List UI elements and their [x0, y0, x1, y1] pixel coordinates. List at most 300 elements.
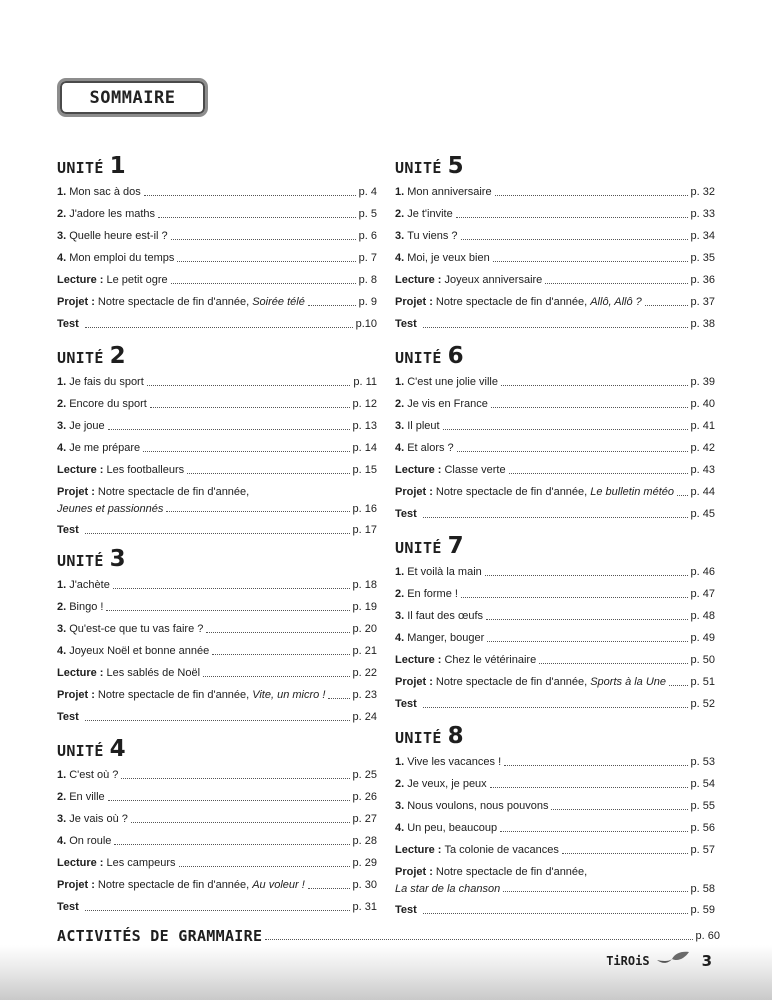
leader-dots — [562, 841, 688, 854]
toc-entry[interactable] — [395, 693, 715, 715]
entry-page: p. 6 — [358, 230, 377, 242]
entry-page: p. 17 — [352, 524, 377, 536]
entry-page: p. 7 — [358, 252, 377, 264]
entry-label: Projet : — [395, 866, 433, 878]
leader-dots — [85, 315, 353, 328]
entry-page: p. 44 — [690, 486, 715, 498]
entry-number: 4. — [57, 442, 67, 454]
leader-dots — [485, 563, 688, 576]
toc-entry[interactable] — [57, 808, 377, 830]
entry-number: 4. — [395, 252, 405, 264]
entry-text: Et alors ? — [407, 442, 454, 454]
toc-entry[interactable] — [57, 764, 377, 786]
entry-page: p. 9 — [358, 296, 377, 308]
entry-page: p. 46 — [690, 566, 715, 578]
leader-dots — [677, 483, 688, 496]
entry-label: Lecture : — [57, 857, 104, 869]
entry-page: p. 45 — [690, 508, 715, 520]
toc-entry[interactable] — [57, 459, 377, 481]
unit-section — [57, 733, 377, 918]
entry-label: Test — [395, 508, 417, 520]
leader-dots — [457, 439, 688, 452]
unit-section — [57, 543, 377, 728]
leader-dots — [456, 205, 688, 218]
toc-entry[interactable] — [57, 574, 377, 596]
toc-entry[interactable] — [57, 269, 377, 291]
toc-entry[interactable] — [57, 852, 377, 874]
entry-page: p. 54 — [690, 778, 715, 790]
toc-entry[interactable] — [395, 605, 715, 627]
entry-text: Notre spectacle de fin d'année, — [97, 296, 250, 308]
entry-page: p. 22 — [352, 667, 377, 679]
toc-entry[interactable] — [395, 627, 715, 649]
entry-number: 1. — [395, 376, 405, 388]
unit-number: 3 — [109, 546, 126, 572]
leader-dots — [85, 898, 350, 911]
leader-dots — [490, 775, 688, 788]
entry-number: 2. — [57, 208, 67, 220]
leader-dots — [179, 854, 350, 867]
entry-label: Projet : — [395, 676, 433, 688]
entry-text: Le petit ogre — [106, 274, 168, 286]
entry-page: p. 51 — [690, 676, 715, 688]
unit-heading — [395, 530, 715, 558]
entry-number: 4. — [57, 645, 67, 657]
toc-entry[interactable] — [395, 313, 715, 335]
entry-page: p. 29 — [352, 857, 377, 869]
entry-number: 4. — [57, 252, 67, 264]
entry-text: Notre spectacle de fin d'année, — [435, 676, 588, 688]
toc-entry[interactable] — [57, 519, 377, 541]
entry-number: 3. — [57, 813, 67, 825]
toc-entry[interactable] — [395, 839, 715, 861]
entry-text: Je vis en France — [407, 398, 488, 410]
toc-entry[interactable] — [395, 459, 715, 481]
entry-page: p. 14 — [352, 442, 377, 454]
entry-number: 2. — [395, 778, 405, 790]
unit-word: UNITÉ — [395, 539, 442, 557]
entry-text: Notre spectacle de fin d'année, — [97, 879, 250, 891]
leader-dots — [308, 876, 350, 889]
grammar-title: ACTIVITÉS DE GRAMMAIRE — [57, 927, 263, 945]
leader-dots — [545, 271, 687, 284]
toc-entry[interactable] — [395, 583, 715, 605]
entry-page: p. 57 — [690, 844, 715, 856]
entry-page: p. 11 — [353, 376, 377, 388]
leader-dots — [423, 695, 688, 708]
entry-page: p. 20 — [352, 623, 377, 635]
toc-entry[interactable] — [57, 640, 377, 662]
toc-entry[interactable] — [57, 896, 377, 918]
toc-entry[interactable] — [57, 830, 377, 852]
entry-text: Les sablés de Noël — [106, 667, 201, 679]
unit-section — [395, 340, 715, 525]
unit-word: UNITÉ — [57, 349, 104, 367]
toc-entry[interactable] — [395, 817, 715, 839]
entry-text: Qu'est-ce que tu vas faire ? — [69, 623, 204, 635]
leader-dots — [551, 797, 687, 810]
entry-label: Lecture : — [395, 274, 442, 286]
unit-number: 7 — [447, 533, 464, 559]
entry-text: Mon sac à dos — [69, 186, 141, 198]
leader-dots — [113, 576, 350, 589]
entry-text: Quelle heure est-il ? — [69, 230, 168, 242]
leader-dots — [166, 499, 349, 512]
entry-number: 2. — [395, 398, 405, 410]
leaf-icon — [656, 950, 690, 971]
leader-dots — [503, 879, 687, 892]
entry-text: Notre spectacle de fin d'année, — [97, 689, 250, 701]
entry-page: p. 40 — [690, 398, 715, 410]
toc-entry[interactable] — [57, 618, 377, 640]
leader-dots — [85, 521, 350, 534]
entry-page: p. 49 — [690, 632, 715, 644]
entry-page: p. 25 — [352, 769, 377, 781]
entry-text: Encore du sport — [69, 398, 147, 410]
entry-label: Lecture : — [395, 844, 442, 856]
toc-entry[interactable] — [57, 786, 377, 808]
entry-page: p. 15 — [352, 464, 377, 476]
entry-label: Lecture : — [395, 654, 442, 666]
leader-dots — [131, 810, 350, 823]
entry-text: C'est où ? — [69, 769, 119, 781]
entry-page: p. 13 — [352, 420, 377, 432]
grammar-entry[interactable] — [57, 925, 720, 947]
entry-page: p. 52 — [690, 698, 715, 710]
toc-entry[interactable] — [57, 393, 377, 415]
entry-text: Je vais où ? — [69, 813, 128, 825]
toc-entry[interactable] — [395, 773, 715, 795]
toc-entry[interactable] — [395, 225, 715, 247]
toc-entry[interactable] — [395, 203, 715, 225]
toc-entry[interactable] — [57, 684, 377, 706]
leader-dots — [501, 373, 688, 386]
unit-heading — [57, 150, 377, 178]
unit-word: UNITÉ — [395, 349, 442, 367]
entry-italic-title: Allô, Allô ? — [590, 296, 642, 308]
entry-number: 1. — [57, 579, 67, 591]
entry-label: Lecture : — [57, 274, 104, 286]
entry-text: Notre spectacle de fin d'année, — [435, 486, 588, 498]
entry-page: p. 8 — [358, 274, 377, 286]
footer-brand: TiROiS — [606, 953, 650, 968]
toc-entry[interactable] — [57, 437, 377, 459]
toc-entry[interactable] — [395, 437, 715, 459]
entry-page: p. 53 — [690, 756, 715, 768]
unit-number: 8 — [447, 723, 464, 749]
leader-dots — [423, 505, 688, 518]
entry-text: Notre spectacle de fin d'année, — [435, 296, 588, 308]
unit-heading — [57, 733, 377, 761]
entry-label: Test — [57, 711, 79, 723]
leader-dots — [158, 205, 356, 218]
entry-label: Test — [57, 901, 79, 913]
entry-text: Mon emploi du temps — [69, 252, 175, 264]
page-title: SOMMAIRE — [89, 87, 176, 108]
entry-page: p. 12 — [352, 398, 377, 410]
entry-label: Test — [395, 318, 417, 330]
entry-label: Projet : — [57, 879, 95, 891]
entry-italic-title: Soirée télé — [252, 296, 305, 308]
entry-text: Je fais du sport — [69, 376, 144, 388]
entry-italic-title: Jeunes et passionnés — [57, 502, 164, 515]
toc-entry[interactable] — [395, 247, 715, 269]
entry-number: 1. — [57, 376, 67, 388]
entry-number: 4. — [57, 835, 67, 847]
entry-page: p. 18 — [352, 579, 377, 591]
entry-page: p. 21 — [352, 645, 377, 657]
toc-entry[interactable] — [395, 671, 715, 693]
leader-dots — [504, 753, 687, 766]
entry-label: Projet : — [57, 296, 95, 308]
entry-text: Les footballeurs — [106, 464, 185, 476]
entry-italic-title: Vite, un micro ! — [252, 689, 326, 701]
entry-label: Lecture : — [57, 464, 104, 476]
leader-dots — [108, 417, 350, 430]
unit-section — [395, 530, 715, 715]
leader-dots — [144, 183, 356, 196]
entry-page: p. 26 — [352, 791, 377, 803]
entry-text: Un peu, beaucoup — [407, 822, 498, 834]
entry-text: En ville — [69, 791, 105, 803]
entry-label: Test — [395, 904, 417, 916]
unit-number: 2 — [109, 343, 126, 369]
entry-text: Mon anniversaire — [407, 186, 492, 198]
leader-dots — [171, 227, 356, 240]
entry-text: C'est une jolie ville — [407, 376, 498, 388]
entry-page: p. 39 — [690, 376, 715, 388]
toc-entry[interactable] — [57, 481, 377, 519]
toc-entry[interactable] — [395, 393, 715, 415]
entry-text: On roule — [69, 835, 112, 847]
toc-entry[interactable] — [57, 662, 377, 684]
entry-number: 1. — [57, 186, 67, 198]
entry-label: Test — [395, 698, 417, 710]
leader-dots — [121, 766, 349, 779]
unit-heading — [395, 150, 715, 178]
toc-entry[interactable] — [57, 313, 377, 335]
leader-dots — [308, 293, 356, 306]
entry-page: p. 33 — [690, 208, 715, 220]
entry-text: Joyeux Noël et bonne année — [69, 645, 210, 657]
toc-entry[interactable] — [395, 751, 715, 773]
leader-dots — [486, 607, 688, 620]
leader-dots — [143, 439, 349, 452]
unit-section — [395, 150, 715, 335]
entry-text: Nous voulons, nous pouvons — [407, 800, 549, 812]
leader-dots — [443, 417, 688, 430]
unit-word: UNITÉ — [395, 729, 442, 747]
leader-dots — [171, 271, 356, 284]
toc-entry[interactable] — [57, 596, 377, 618]
entry-page: p. 31 — [352, 901, 377, 913]
entry-label: Test — [57, 524, 79, 536]
unit-heading — [57, 340, 377, 368]
toc-entry[interactable] — [395, 481, 715, 503]
leader-dots — [669, 673, 687, 686]
entry-page: p. 35 — [690, 252, 715, 264]
leader-dots — [108, 788, 350, 801]
toc-entry[interactable] — [395, 861, 715, 899]
entry-text: Je t'invite — [407, 208, 453, 220]
entry-page: p. 23 — [352, 689, 377, 701]
sommaire-title-box — [57, 78, 208, 117]
toc-entry[interactable] — [395, 269, 715, 291]
footer — [606, 950, 712, 971]
leader-dots — [539, 651, 687, 664]
leader-dots — [212, 642, 349, 655]
entry-page: p. 4 — [358, 186, 377, 198]
entry-text: Notre spectacle de fin d'année, — [435, 866, 588, 878]
unit-section — [57, 340, 377, 541]
leader-dots — [177, 249, 355, 262]
unit-section — [395, 720, 715, 921]
entry-italic-title: Le bulletin météo — [590, 486, 674, 498]
unit-number: 4 — [109, 736, 126, 762]
leader-dots — [147, 373, 351, 386]
leader-dots — [461, 227, 688, 240]
entry-page: p. 34 — [690, 230, 715, 242]
toc-entry[interactable] — [395, 795, 715, 817]
toc-entry[interactable] — [395, 371, 715, 393]
entry-page: p. 37 — [690, 296, 715, 308]
entry-page: p. 50 — [690, 654, 715, 666]
leader-dots — [114, 832, 349, 845]
entry-text: Manger, bouger — [407, 632, 485, 644]
entry-number: 2. — [57, 601, 67, 613]
toc-entry[interactable] — [395, 291, 715, 313]
entry-text: Je joue — [69, 420, 105, 432]
toc-entry[interactable] — [57, 247, 377, 269]
entry-text: En forme ! — [407, 588, 458, 600]
entry-page: p. 41 — [690, 420, 715, 432]
entry-page: p. 48 — [690, 610, 715, 622]
entry-number: 4. — [395, 442, 405, 454]
entry-text: Classe verte — [444, 464, 506, 476]
entry-text: Il faut des œufs — [407, 610, 483, 622]
entry-page: p. 43 — [690, 464, 715, 476]
entry-text: J'adore les maths — [69, 208, 156, 220]
entry-page: p. 56 — [690, 822, 715, 834]
unit-word: UNITÉ — [57, 552, 104, 570]
entry-page: p.10 — [355, 318, 377, 330]
entry-label: Projet : — [57, 486, 95, 498]
entry-number: 1. — [395, 566, 405, 578]
leader-dots — [645, 293, 688, 306]
entry-number: 1. — [57, 769, 67, 781]
entry-text: Bingo ! — [69, 601, 104, 613]
toc-entry[interactable] — [57, 706, 377, 728]
leader-dots — [423, 901, 688, 914]
toc-entry[interactable] — [395, 649, 715, 671]
unit-heading — [395, 720, 715, 748]
leader-dots — [187, 461, 349, 474]
entry-text: Ta colonie de vacances — [444, 844, 559, 856]
entry-page: p. 28 — [352, 835, 377, 847]
entry-label: Projet : — [395, 296, 433, 308]
entry-text: Et voilà la main — [407, 566, 482, 578]
leader-dots — [265, 927, 692, 940]
entry-page: p. 42 — [690, 442, 715, 454]
entry-number: 2. — [57, 398, 67, 410]
entry-number: 3. — [395, 800, 405, 812]
entry-text: Je me prépare — [69, 442, 141, 454]
entry-number: 3. — [395, 610, 405, 622]
leader-dots — [491, 395, 688, 408]
toc-entry[interactable] — [57, 181, 377, 203]
entry-page: p. 27 — [352, 813, 377, 825]
entry-page: p. 19 — [352, 601, 377, 613]
entry-page: p. 32 — [690, 186, 715, 198]
unit-heading — [57, 543, 377, 571]
leader-dots — [461, 585, 688, 598]
page-number: 3 — [701, 951, 712, 970]
entry-number: 3. — [57, 230, 67, 242]
toc-entry[interactable] — [395, 503, 715, 525]
entry-italic-title: Sports à la Une — [590, 676, 667, 688]
toc-entry[interactable] — [57, 371, 377, 393]
entry-text: Notre spectacle de fin d'année, — [97, 486, 250, 498]
entry-label: Test — [57, 318, 79, 330]
entry-number: 1. — [395, 756, 405, 768]
leader-dots — [328, 686, 349, 699]
unit-word: UNITÉ — [57, 742, 104, 760]
leader-dots — [85, 708, 350, 721]
entry-number: 3. — [395, 230, 405, 242]
entry-number: 1. — [395, 186, 405, 198]
entry-text: Chez le vétérinaire — [444, 654, 537, 666]
entry-italic-title: La star de la chanson — [395, 882, 501, 895]
entry-text: Je veux, je peux — [407, 778, 487, 790]
entry-page: p. 36 — [690, 274, 715, 286]
toc-entry[interactable] — [57, 415, 377, 437]
entry-text: Tu viens ? — [407, 230, 458, 242]
leader-dots — [150, 395, 350, 408]
toc-entry[interactable] — [57, 203, 377, 225]
leader-dots — [509, 461, 688, 474]
entry-page: p. 58 — [690, 882, 715, 895]
entry-text: Vive les vacances ! — [407, 756, 502, 768]
entry-page: p. 16 — [352, 502, 377, 515]
entry-page: p. 5 — [358, 208, 377, 220]
leader-dots — [106, 598, 349, 611]
leader-dots — [495, 183, 688, 196]
entry-text: Joyeux anniversaire — [444, 274, 543, 286]
entry-number: 2. — [395, 588, 405, 600]
entry-number: 3. — [395, 420, 405, 432]
toc-entry[interactable] — [57, 874, 377, 896]
toc-entry[interactable] — [395, 561, 715, 583]
entry-page: p. 30 — [352, 879, 377, 891]
toc-entry[interactable] — [395, 181, 715, 203]
unit-word: UNITÉ — [395, 159, 442, 177]
unit-section — [57, 150, 377, 335]
entry-label: Lecture : — [57, 667, 104, 679]
toc-entry[interactable] — [57, 225, 377, 247]
toc-entry[interactable] — [395, 415, 715, 437]
entry-number: 2. — [395, 208, 405, 220]
entry-text: Moi, je veux bien — [407, 252, 490, 264]
unit-number: 1 — [109, 153, 126, 179]
entry-page: p. 38 — [690, 318, 715, 330]
toc-entry[interactable] — [395, 899, 715, 921]
entry-number: 4. — [395, 632, 405, 644]
entry-label: Projet : — [57, 689, 95, 701]
entry-italic-title: Au voleur ! — [252, 879, 305, 891]
toc-entry[interactable] — [57, 291, 377, 313]
leader-dots — [203, 664, 350, 677]
entry-text: Il pleut — [407, 420, 440, 432]
